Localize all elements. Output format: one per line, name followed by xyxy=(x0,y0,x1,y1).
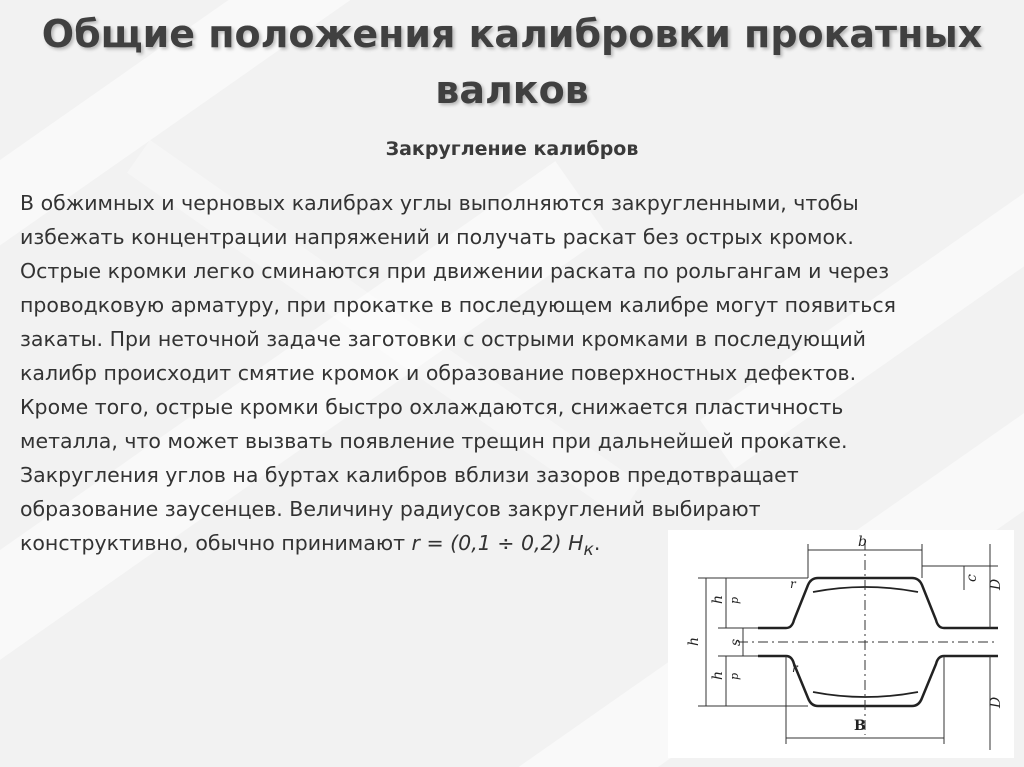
body-paragraph xyxy=(20,186,1000,567)
title-line-1: Общие положения калибровки прокатных xyxy=(41,12,983,56)
label-b: b xyxy=(858,534,867,550)
slide-subtitle: Закругление калибров xyxy=(385,138,639,160)
title-line-2: валков xyxy=(435,68,589,112)
formula-text: r = (0,1 ÷ 0,2) H xyxy=(411,531,584,555)
formula-subscript: к xyxy=(583,540,594,561)
label-r-top: r xyxy=(790,577,796,591)
pass-diagram xyxy=(668,530,1014,758)
label-B: B xyxy=(854,718,866,734)
pass-diagram-svg xyxy=(668,530,1014,758)
label-c: c xyxy=(964,574,980,582)
radius-formula xyxy=(411,531,594,561)
label-hp-bottom: h xyxy=(710,670,726,680)
paragraph-line: калибр происходит смятие кромок и образование поверхностных дефектов. xyxy=(20,361,857,385)
paragraph-line: Кроме того, острые кромки быстро охлаждаются, снижается пластичность xyxy=(20,395,844,419)
paragraph-line: металла, что может вызвать появление трещин при дальнейшей прокатке. xyxy=(20,429,848,453)
paragraph-line: образование заусенцев. Величину радиусов закруглений выбирают xyxy=(20,497,761,521)
label-p-bottom: p xyxy=(728,672,741,680)
paragraph-line: Закругления углов на буртах калибров вблизи зазоров предотвращает xyxy=(20,463,799,487)
paragraph-line: проводковую арматуру, при прокатке в последующем калибре могут появиться xyxy=(20,293,896,317)
label-p-top: p xyxy=(728,596,741,604)
label-s: s xyxy=(728,638,744,646)
label-h: h xyxy=(686,636,702,646)
label-D-bottom: D xyxy=(988,696,1004,708)
label-r-bottom: r xyxy=(792,661,798,675)
paragraph-line: Острые кромки легко сминаются при движении раската по рольгангам и через xyxy=(20,259,890,283)
slide-title xyxy=(30,6,994,118)
last-line-text: конструктивно, обычно принимают xyxy=(20,531,412,555)
paragraph-line: В обжимных и черновых калибрах углы выполняются закругленными, чтобы xyxy=(20,191,859,215)
label-hp-top: h xyxy=(710,594,726,604)
paragraph-line: избежать концентрации напряжений и получать раскат без острых кромок. xyxy=(20,225,854,249)
paragraph-line: закаты. При неточной задаче заготовки с острыми кромками в последующий xyxy=(20,327,866,351)
formula-period: . xyxy=(593,531,601,555)
label-D-top: D xyxy=(988,578,1004,590)
